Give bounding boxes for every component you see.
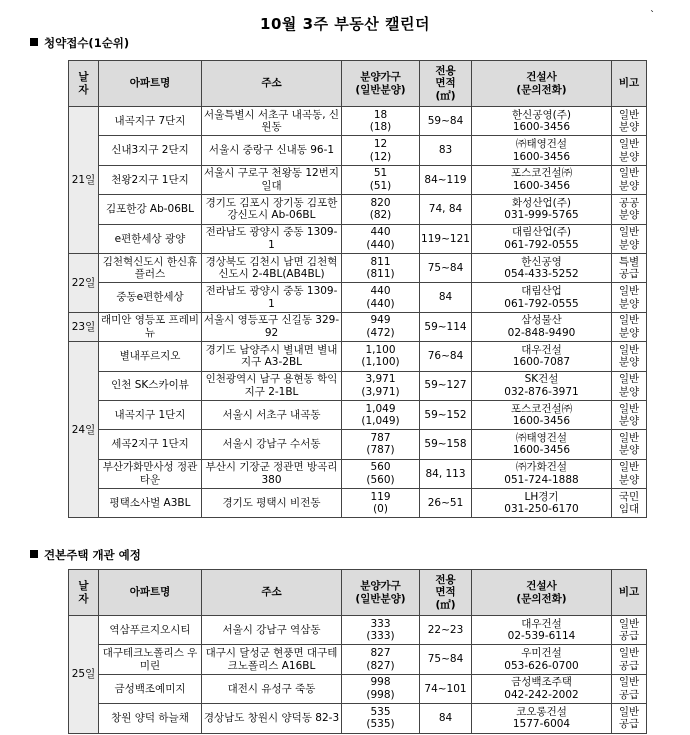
units-cell: 811 (811): [342, 253, 420, 282]
builder-cell: 대우건설 02-539-6114: [472, 616, 612, 645]
apartment-name-cell: 세곡2지구 1단지: [99, 430, 202, 459]
units-cell: 12 (12): [342, 136, 420, 165]
address-cell: 경상북도 김천시 남면 김천혁신도시 2-4BL(AB4BL): [202, 253, 342, 282]
area-cell: 75~84: [420, 645, 472, 674]
note-cell: 국민 임대: [612, 489, 647, 518]
units-cell: 827 (827): [342, 645, 420, 674]
builder-cell: 포스코건설㈜ 1600-3456: [472, 400, 612, 429]
address-cell: 대전시 유성구 죽동: [202, 674, 342, 703]
builder-cell: 포스코건설㈜ 1600-3456: [472, 165, 612, 194]
note-cell: 일반 공급: [612, 704, 647, 733]
header-builder: 건설사 (문의전화): [472, 61, 612, 107]
units-cell: 3,971 (3,971): [342, 371, 420, 400]
units-cell: 560 (560): [342, 459, 420, 488]
address-cell: 전라남도 광양시 중동 1309-1: [202, 224, 342, 253]
apartment-name-cell: 김천혁신도시 한신휴플러스: [99, 253, 202, 282]
address-cell: 서울시 구로구 천왕동 12번지 일대: [202, 165, 342, 194]
header-area: 전용 면적 (㎡): [420, 570, 472, 616]
builder-cell: ㈜태영건설 1600-3456: [472, 430, 612, 459]
table-row: [69, 400, 647, 429]
header-address: 주소: [202, 570, 342, 616]
table-row: [69, 253, 647, 282]
area-cell: 59~127: [420, 371, 472, 400]
builder-cell: LH경기 031-250-6170: [472, 489, 612, 518]
table-row: [69, 283, 647, 312]
units-cell: 440 (440): [342, 283, 420, 312]
builder-cell: ㈜태영건설 1600-3456: [472, 136, 612, 165]
table-row: [69, 371, 647, 400]
model-house-table: [68, 569, 647, 734]
address-cell: 서울시 강남구 역삼동: [202, 616, 342, 645]
apartment-name-cell: e편한세상 광양: [99, 224, 202, 253]
address-cell: 인천광역시 남구 용현동 학익지구 2-1BL: [202, 371, 342, 400]
area-cell: 74~101: [420, 674, 472, 703]
day-cell: 24일: [69, 342, 99, 518]
units-cell: 1,100 (1,100): [342, 342, 420, 371]
table-row: [69, 107, 647, 136]
table-row: [69, 224, 647, 253]
header-day: 날 자: [69, 570, 99, 616]
area-cell: 84, 113: [420, 459, 472, 488]
header-row: [69, 570, 647, 616]
apartment-name-cell: 김포한강 Ab-06BL: [99, 195, 202, 224]
units-cell: 820 (82): [342, 195, 420, 224]
address-cell: 경상남도 창원시 양덕동 82-3: [202, 704, 342, 733]
area-cell: 83: [420, 136, 472, 165]
area-cell: 75~84: [420, 253, 472, 282]
units-cell: 535 (535): [342, 704, 420, 733]
area-cell: 59~152: [420, 400, 472, 429]
apartment-name-cell: 대구테크노폴리스 우미린: [99, 645, 202, 674]
square-bullet-icon: [30, 38, 38, 46]
apartment-name-cell: 천왕2지구 1단지: [99, 165, 202, 194]
area-cell: 119~121: [420, 224, 472, 253]
address-cell: 서울특별시 서초구 내곡동, 신원동: [202, 107, 342, 136]
apartment-name-cell: 내곡지구 7단지: [99, 107, 202, 136]
area-cell: 84: [420, 283, 472, 312]
apartment-name-cell: 금성백조예미지: [99, 674, 202, 703]
note-cell: 일반 분양: [612, 283, 647, 312]
note-cell: 일반 분양: [612, 400, 647, 429]
address-cell: 서울시 중랑구 신내동 96-1: [202, 136, 342, 165]
address-cell: 서울시 서초구 내곡동: [202, 400, 342, 429]
header-units: 분양가구 (일반분양): [342, 570, 420, 616]
table-row: [69, 430, 647, 459]
units-cell: 440 (440): [342, 224, 420, 253]
day-cell: 22일: [69, 253, 99, 312]
units-cell: 119 (0): [342, 489, 420, 518]
units-cell: 51 (51): [342, 165, 420, 194]
area-cell: 59~84: [420, 107, 472, 136]
section-heading-subscription: [30, 35, 129, 51]
apartment-name-cell: 인천 SK스카이뷰: [99, 371, 202, 400]
note-cell: 일반 분양: [612, 136, 647, 165]
area-cell: 84~119: [420, 165, 472, 194]
header-units: 분양가구 (일반분양): [342, 61, 420, 107]
apartment-name-cell: 별내푸르지오: [99, 342, 202, 371]
units-cell: 949 (472): [342, 312, 420, 341]
table-row: [69, 312, 647, 341]
address-cell: 서울시 영등포구 신길동 329-92: [202, 312, 342, 341]
apartment-name-cell: 신내3지구 2단지: [99, 136, 202, 165]
day-cell: 25일: [69, 616, 99, 734]
area-cell: 74, 84: [420, 195, 472, 224]
apartment-name-cell: 평택소사벌 A3BL: [99, 489, 202, 518]
builder-cell: SK건설 032-876-3971: [472, 371, 612, 400]
area-cell: 84: [420, 704, 472, 733]
note-cell: 특별 공급: [612, 253, 647, 282]
note-cell: 공공 분양: [612, 195, 647, 224]
section-title: 청약접수(1순위): [44, 36, 130, 50]
subscription-table: [68, 60, 647, 518]
header-apartment: 아파트명: [99, 61, 202, 107]
apartment-name-cell: 중동e편한세상: [99, 283, 202, 312]
section-heading-model-house: [30, 547, 141, 563]
builder-cell: 대우건설 1600-7087: [472, 342, 612, 371]
header-note: 비고: [612, 61, 647, 107]
header-note: 비고: [612, 570, 647, 616]
corner-mark: `: [650, 10, 655, 21]
units-cell: 998 (998): [342, 674, 420, 703]
note-cell: 일반 공급: [612, 645, 647, 674]
builder-cell: 삼성물산 02-848-9490: [472, 312, 612, 341]
area-cell: 59~114: [420, 312, 472, 341]
address-cell: 경기도 평택시 비전동: [202, 489, 342, 518]
builder-cell: 우미건설 053-626-0700: [472, 645, 612, 674]
table-row: [69, 165, 647, 194]
builder-cell: 대림산업 061-792-0555: [472, 283, 612, 312]
note-cell: 일반 분양: [612, 107, 647, 136]
table-row: [69, 704, 647, 733]
address-cell: 경기도 김포시 장기동 김포한강신도시 Ab-06BL: [202, 195, 342, 224]
apartment-name-cell: 창원 양덕 하늘채: [99, 704, 202, 733]
builder-cell: 한신공영 054-433-5252: [472, 253, 612, 282]
note-cell: 일반 분양: [612, 371, 647, 400]
section-title: 견본주택 개관 예정: [44, 548, 141, 562]
area-cell: 76~84: [420, 342, 472, 371]
builder-cell: 한신공영(주) 1600-3456: [472, 107, 612, 136]
table-row: [69, 489, 647, 518]
address-cell: 대구시 달성군 현풍면 대구테크노폴리스 A16BL: [202, 645, 342, 674]
square-bullet-icon: [30, 550, 38, 558]
table-row: [69, 674, 647, 703]
table-row: [69, 195, 647, 224]
address-cell: 서울시 강남구 수서동: [202, 430, 342, 459]
header-row: [69, 61, 647, 107]
note-cell: 일반 공급: [612, 674, 647, 703]
address-cell: 경기도 남양주시 별내면 별내지구 A3-2BL: [202, 342, 342, 371]
day-cell: 23일: [69, 312, 99, 341]
header-address: 주소: [202, 61, 342, 107]
note-cell: 일반 분양: [612, 165, 647, 194]
apartment-name-cell: 부산가화만사성 정관타운: [99, 459, 202, 488]
header-area: 전용 면적 (㎡): [420, 61, 472, 107]
units-cell: 1,049 (1,049): [342, 400, 420, 429]
table-row: [69, 342, 647, 371]
apartment-name-cell: 래미안 영등포 프레비뉴: [99, 312, 202, 341]
table-row: [69, 136, 647, 165]
day-cell: 21일: [69, 107, 99, 254]
header-day: 날 자: [69, 61, 99, 107]
builder-cell: ㈜가화건설 051-724-1888: [472, 459, 612, 488]
apartment-name-cell: 내곡지구 1단지: [99, 400, 202, 429]
builder-cell: 대림산업(주) 061-792-0555: [472, 224, 612, 253]
units-cell: 18 (18): [342, 107, 420, 136]
note-cell: 일반 분양: [612, 459, 647, 488]
note-cell: 일반 분양: [612, 342, 647, 371]
table-row: [69, 645, 647, 674]
note-cell: 일반 분양: [612, 430, 647, 459]
builder-cell: 금성백조주택 042-242-2002: [472, 674, 612, 703]
address-cell: 전라남도 광양시 중동 1309-1: [202, 283, 342, 312]
units-cell: 787 (787): [342, 430, 420, 459]
area-cell: 22~23: [420, 616, 472, 645]
builder-cell: 코오롱건설 1577-6004: [472, 704, 612, 733]
area-cell: 59~158: [420, 430, 472, 459]
note-cell: 일반 분양: [612, 224, 647, 253]
area-cell: 26~51: [420, 489, 472, 518]
units-cell: 333 (333): [342, 616, 420, 645]
header-builder: 건설사 (문의전화): [472, 570, 612, 616]
table-row: [69, 616, 647, 645]
table-row: [69, 459, 647, 488]
apartment-name-cell: 역삼푸르지오시티: [99, 616, 202, 645]
address-cell: 부산시 기장군 정관면 방곡리 380: [202, 459, 342, 488]
header-apartment: 아파트명: [99, 570, 202, 616]
builder-cell: 화성산업(주) 031-999-5765: [472, 195, 612, 224]
note-cell: 일반 분양: [612, 312, 647, 341]
page-title: 10월 3주 부동산 캘린더: [260, 15, 430, 33]
note-cell: 일반 공급: [612, 616, 647, 645]
